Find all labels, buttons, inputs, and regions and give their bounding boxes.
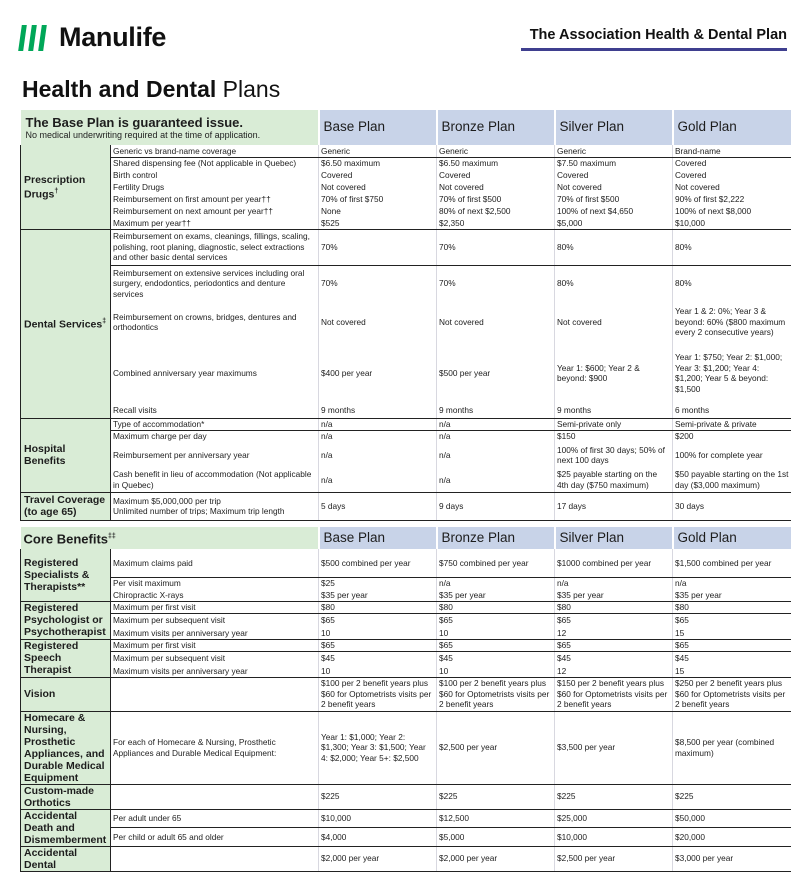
- prescription-desc: Reimbursement on first amount per year††: [113, 193, 271, 204]
- prescription-value: Generic: [555, 145, 673, 157]
- core-plan-header: Bronze Plan: [437, 527, 555, 549]
- prescription-value: $6.50 maximum: [437, 157, 555, 169]
- core-row: [21, 809, 791, 828]
- core-sub: For each of Homecare & Nursing, Prosthetic Appliances and Durable Medical Equipment:: [111, 711, 319, 784]
- core-mark: ‡‡: [108, 532, 116, 540]
- hospital-value: Semi-private & private: [673, 418, 791, 430]
- hospital-row: [21, 430, 791, 442]
- prescription-row: [21, 145, 791, 157]
- dental-row: [21, 265, 791, 301]
- core-value: $25,000: [555, 809, 673, 828]
- core-value: $750 combined per year: [437, 549, 555, 577]
- core-label: Vision: [21, 677, 111, 711]
- core-sub: Chiropractic X-rays: [111, 589, 319, 601]
- core-value: $35 per year: [319, 589, 437, 601]
- prescription-value: $7.50 maximum: [555, 157, 673, 169]
- prescription-value: 90% of first $2,222: [673, 193, 791, 205]
- page-title: Health and Dental Plans: [22, 76, 281, 102]
- prescription-value: 70% of first $500: [437, 193, 555, 205]
- hospital-value: n/a: [437, 430, 555, 442]
- hospital-row: [21, 468, 791, 492]
- travel-value: 17 days: [555, 492, 673, 520]
- dental-value: 9 months: [555, 403, 673, 418]
- travel-desc-1: Maximum $5,000,000 per trip: [113, 495, 221, 506]
- hospital-row: [21, 442, 791, 468]
- core-row: [21, 639, 791, 651]
- core-value: n/a: [673, 577, 791, 589]
- dental-value: Year 1: $600; Year 2 & beyond: $900: [555, 343, 673, 403]
- hospital-value: n/a: [319, 430, 437, 442]
- intro-cell: [21, 110, 319, 145]
- core-value: $2,500 per year: [555, 846, 673, 871]
- prescription-label: [21, 145, 111, 229]
- travel-row: [21, 492, 791, 520]
- core-value: $50,000: [673, 809, 791, 828]
- hospital-value: n/a: [437, 442, 555, 468]
- dental-row: [21, 343, 791, 403]
- core-value: $80: [319, 601, 437, 613]
- prescription-desc: Generic vs brand-name coverage: [111, 145, 319, 157]
- core-sub: Per adult under 65: [111, 809, 319, 828]
- core-value: $65: [555, 613, 673, 627]
- travel-value: 5 days: [319, 492, 437, 520]
- core-sub: Maximum per subsequent visit: [113, 615, 226, 625]
- core-value: 10: [319, 665, 437, 677]
- dental-value: 70%: [319, 265, 437, 301]
- core-value: $5,000: [437, 828, 555, 847]
- core-value: $35 per year: [437, 589, 555, 601]
- dental-value: 6 months: [673, 403, 791, 418]
- manulife-logo: [20, 22, 166, 53]
- prescription-value: 70% of first $750: [319, 193, 437, 205]
- dental-mark: ‡: [102, 318, 107, 326]
- hospital-value: $50 payable starting on the 1st day ($3,000 maximum): [673, 468, 791, 492]
- plan-header: Silver Plan: [555, 110, 673, 145]
- core-value: $45: [555, 651, 673, 665]
- core-value: n/a: [555, 577, 673, 589]
- prescription-value: Brand-name: [673, 145, 791, 157]
- core-sub: Maximum per subsequent visit: [113, 653, 226, 663]
- dental-desc: Reimbursement on crowns, bridges, dentures and orthodontics: [113, 311, 297, 332]
- hospital-value: $150: [555, 430, 673, 442]
- core-row: [21, 613, 791, 627]
- dental-value: Not covered: [319, 301, 437, 343]
- hospital-value: 100% of first 30 days; 50% of next 100 days: [555, 442, 673, 468]
- core-row: [21, 601, 791, 613]
- prescription-value: 80% of next $2,500: [437, 205, 555, 217]
- core-value: $65: [319, 639, 437, 651]
- core-label: Registered Psychologist or Psychotherapist: [21, 601, 111, 639]
- hospital-value: Semi-private only: [555, 418, 673, 430]
- prescription-value: $2,350: [437, 217, 555, 229]
- dental-desc: Combined anniversary year maximums: [113, 367, 257, 378]
- core-value: $65: [555, 639, 673, 651]
- core-value: $35 per year: [555, 589, 673, 601]
- core-header-row: [21, 527, 791, 549]
- travel-desc-2: Unlimited number of trips; Maximum trip length: [113, 506, 285, 516]
- core-value: $80: [437, 601, 555, 613]
- dental-value: Not covered: [555, 301, 673, 343]
- prescription-desc: Reimbursement on next amount per year††: [113, 205, 274, 216]
- core-value: $8,500 per year (combined maximum): [673, 711, 791, 784]
- prescription-value: Covered: [673, 169, 791, 181]
- core-value: Year 1: $1,000; Year 2: $1,300; Year 3: $1,500; Year 4: $2,000; Year 5+: $2,500: [319, 711, 437, 784]
- dental-desc: Recall visits: [111, 403, 319, 418]
- core-title: Core Benefits: [23, 530, 109, 546]
- hospital-value: 100% for complete year: [673, 442, 791, 468]
- prescription-value: Not covered: [319, 181, 437, 193]
- travel-value: 30 days: [673, 492, 791, 520]
- core-value: $12,500: [437, 809, 555, 828]
- prescription-value: 100% of next $4,650: [555, 205, 673, 217]
- prescription-value: Covered: [673, 157, 791, 169]
- plans-header-row: [21, 110, 791, 145]
- core-label: Accidental Death and Dismemberment: [21, 809, 111, 846]
- prescription-value: Not covered: [673, 181, 791, 193]
- plan-name-heading: The Association Health & Dental Plan: [521, 27, 787, 51]
- core-value: $45: [319, 651, 437, 665]
- prescription-desc: Birth control: [113, 169, 158, 180]
- core-value: $35 per year: [673, 589, 791, 601]
- core-value: $3,500 per year: [555, 711, 673, 784]
- plan-header: Bronze Plan: [437, 110, 555, 145]
- core-value: $1000 combined per year: [555, 549, 673, 577]
- core-value: 12: [555, 627, 673, 639]
- hospital-value: $25 payable starting on the 4th day ($750 maximum): [555, 468, 673, 492]
- dental-value: 80%: [555, 265, 673, 301]
- core-sub: [111, 846, 319, 871]
- intro-subtitle: No medical underwriting required at the time of application.: [25, 130, 261, 140]
- core-sub: Maximum per first visit: [111, 601, 319, 613]
- core-value: $225: [673, 784, 791, 809]
- prescription-value: $10,000: [673, 217, 791, 229]
- core-label: Accidental Dental: [21, 846, 111, 871]
- prescription-value: Not covered: [437, 181, 555, 193]
- dental-row: [21, 301, 791, 343]
- core-plan-header: Base Plan: [319, 527, 437, 549]
- hospital-desc: Type of accommodation*: [111, 418, 319, 430]
- core-value: $10,000: [555, 828, 673, 847]
- core-value: $65: [437, 613, 555, 627]
- spacer-cell: [21, 520, 791, 527]
- plans-table: [20, 110, 791, 872]
- core-row: [21, 549, 791, 577]
- core-value: $4,000: [319, 828, 437, 847]
- dental-value: Not covered: [437, 301, 555, 343]
- core-value: 10: [437, 627, 555, 639]
- travel-desc: [111, 492, 319, 520]
- hospital-desc: Reimbursement per anniversary year: [113, 449, 250, 460]
- core-value: $2,000 per year: [437, 846, 555, 871]
- prescription-row: [21, 217, 791, 229]
- dental-value: Year 1: $750; Year 2: $1,000; Year 3: $1,200; Year 4: $1,200; Year 5 & beyond: $1,500: [673, 343, 791, 403]
- prescription-row: [21, 193, 791, 205]
- core-value: $25: [319, 577, 437, 589]
- prescription-row: [21, 157, 791, 169]
- core-value: $100 per 2 benefit years plus $60 for Optometrists visits per 2 benefit years: [437, 677, 555, 711]
- core-label: Homecare & Nursing, Prosthetic Appliances, and Durable Medical Equipment: [21, 711, 111, 784]
- travel-label: Travel Coverage (to age 65): [21, 492, 111, 520]
- prescription-value: 70% of first $500: [555, 193, 673, 205]
- prescription-desc: Fertility Drugs: [113, 181, 165, 192]
- core-value: 12: [555, 665, 673, 677]
- core-sub: Maximum claims paid: [111, 549, 319, 577]
- core-title-cell: [21, 527, 319, 549]
- hospital-value: n/a: [319, 418, 437, 430]
- core-row: [21, 846, 791, 871]
- dental-value: 70%: [437, 229, 555, 265]
- core-row: [21, 627, 791, 639]
- plan-header: Base Plan: [319, 110, 437, 145]
- prescription-row: [21, 205, 791, 217]
- spacer-row: [21, 520, 791, 527]
- core-value: $225: [319, 784, 437, 809]
- dental-value: $500 per year: [437, 343, 555, 403]
- core-row: [21, 828, 791, 847]
- intro-title: The Base Plan is guaranteed issue.: [25, 115, 243, 130]
- core-value: $65: [673, 639, 791, 651]
- dental-value: 9 months: [437, 403, 555, 418]
- core-row: [21, 589, 791, 601]
- core-value: $1,500 combined per year: [673, 549, 791, 577]
- dental-desc: Reimbursement on extensive services including oral surgery, endodontics, periodontics and denture services: [113, 267, 305, 299]
- core-value: $65: [437, 639, 555, 651]
- dental-value: 80%: [673, 265, 791, 301]
- core-row: [21, 651, 791, 665]
- core-value: $150 per 2 benefit years plus $60 for Optometrists visits per 2 benefit years: [555, 677, 673, 711]
- hospital-value: $200: [673, 430, 791, 442]
- dental-value: 80%: [555, 229, 673, 265]
- dental-value: 70%: [319, 229, 437, 265]
- core-sub: [111, 784, 319, 809]
- prescription-value: Generic: [319, 145, 437, 157]
- prescription-row: [21, 169, 791, 181]
- core-value: $2,500 per year: [437, 711, 555, 784]
- dental-row: [21, 403, 791, 418]
- core-value: $100 per 2 benefit years plus $60 for Optometrists visits per 2 benefit years: [319, 677, 437, 711]
- core-sub: Maximum visits per anniversary year: [111, 627, 319, 639]
- hospital-value: n/a: [319, 468, 437, 492]
- core-value: $20,000: [673, 828, 791, 847]
- prescription-label-text: Prescription Drugs: [24, 173, 86, 200]
- core-value: $80: [673, 601, 791, 613]
- prescription-value: None: [319, 205, 437, 217]
- core-value: $3,000 per year: [673, 846, 791, 871]
- dental-label-text: Dental Services: [24, 318, 103, 331]
- prescription-desc: Maximum per year††: [111, 217, 319, 229]
- core-row: [21, 711, 791, 784]
- prescription-value: $525: [319, 217, 437, 229]
- core-row: [21, 577, 791, 589]
- prescription-value: $5,000: [555, 217, 673, 229]
- core-value: $500 combined per year: [319, 549, 437, 577]
- prescription-mark: †: [54, 187, 59, 195]
- prescription-value: Covered: [437, 169, 555, 181]
- core-value: n/a: [437, 577, 555, 589]
- core-row: [21, 665, 791, 677]
- prescription-value: Not covered: [555, 181, 673, 193]
- manulife-logo-icon: [20, 25, 45, 51]
- core-value: $45: [673, 651, 791, 665]
- core-value: 15: [673, 627, 791, 639]
- prescription-desc: Shared dispensing fee (Not applicable in Quebec): [113, 158, 297, 168]
- core-value: $45: [437, 651, 555, 665]
- hospital-value: n/a: [437, 418, 555, 430]
- core-value: $225: [555, 784, 673, 809]
- prescription-value: $6.50 maximum: [319, 157, 437, 169]
- dental-value: 9 months: [319, 403, 437, 418]
- hospital-label: [21, 418, 111, 492]
- core-label: Registered Speech Therapist: [21, 639, 111, 677]
- core-sub: Per child or adult 65 and older: [111, 828, 319, 847]
- dental-value: 80%: [673, 229, 791, 265]
- core-row: [21, 784, 791, 809]
- core-value: $225: [437, 784, 555, 809]
- core-value: 15: [673, 665, 791, 677]
- core-value: 10: [437, 665, 555, 677]
- hospital-value: n/a: [437, 468, 555, 492]
- core-sub: Maximum visits per anniversary year: [111, 665, 319, 677]
- plan-header: Gold Plan: [673, 110, 791, 145]
- core-value: $250 per 2 benefit years plus $60 for Optometrists visits per 2 benefit years: [673, 677, 791, 711]
- core-value: $10,000: [319, 809, 437, 828]
- dental-label: [21, 229, 111, 418]
- core-value: 10: [319, 627, 437, 639]
- core-label: Custom-made Orthotics: [21, 784, 111, 809]
- dental-value: $400 per year: [319, 343, 437, 403]
- dental-value: Year 1 & 2: 0%; Year 3 & beyond: 60% ($800 maximum every 2 consecutive years): [673, 301, 791, 343]
- prescription-value: Generic: [437, 145, 555, 157]
- hospital-row: [21, 418, 791, 430]
- core-value: $65: [319, 613, 437, 627]
- brand-name: Manulife: [59, 22, 167, 52]
- dental-row: [21, 229, 791, 265]
- core-value: $65: [673, 613, 791, 627]
- hospital-value: n/a: [319, 442, 437, 468]
- core-sub: Maximum per first visit: [111, 639, 319, 651]
- dental-desc: Reimbursement on exams, cleanings, fillings, scaling, polishing, root planing, diagnostic, select extractions and other basic dental services: [111, 229, 319, 265]
- prescription-value: Covered: [555, 169, 673, 181]
- core-sub: Per visit maximum: [113, 578, 181, 588]
- dental-value: 70%: [437, 265, 555, 301]
- travel-value: 9 days: [437, 492, 555, 520]
- hospital-desc: Cash benefit in lieu of accommodation (Not applicable in Quebec): [111, 468, 319, 492]
- core-plan-header: Silver Plan: [555, 527, 673, 549]
- prescription-value: Covered: [319, 169, 437, 181]
- hospital-desc: Maximum charge per day: [113, 431, 207, 441]
- core-label: Registered Specialists & Therapists**: [21, 549, 111, 601]
- core-plan-header: Gold Plan: [673, 527, 791, 549]
- core-row: [21, 677, 791, 711]
- core-sub: [111, 677, 319, 711]
- core-value: $2,000 per year: [319, 846, 437, 871]
- prescription-value: 100% of next $8,000: [673, 205, 791, 217]
- core-value: $80: [555, 601, 673, 613]
- hospital-label-text: Hospital Benefits: [24, 443, 66, 467]
- prescription-row: [21, 181, 791, 193]
